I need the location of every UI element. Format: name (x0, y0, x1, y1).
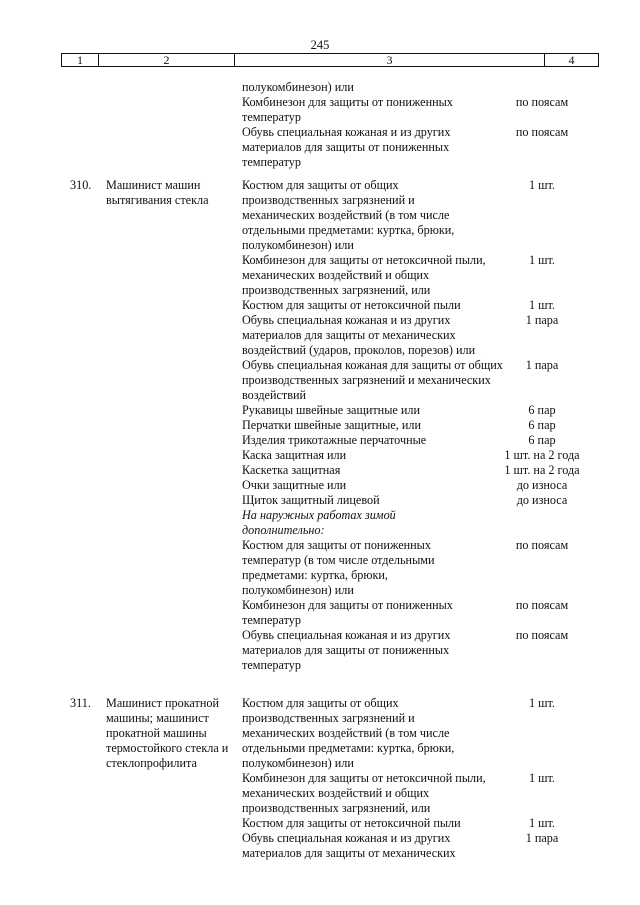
item-quantity: по поясам (515, 598, 569, 612)
item-quantity: 1 шт. (529, 696, 555, 710)
list-item (242, 80, 510, 95)
header-col-1: 1 (62, 54, 99, 66)
list-item (242, 125, 569, 170)
list-item (242, 358, 559, 403)
item-quantity: 1 шт. (529, 771, 555, 785)
list-item (242, 816, 555, 831)
item-description: Щиток защитный лицевой (242, 493, 380, 507)
item-description: Костюм для защиты от нетоксичной пыли (242, 816, 461, 830)
list-item (242, 95, 569, 125)
item-quantity: 1 шт. на 2 года (504, 463, 580, 477)
item-description: Комбинезон для защиты от нетоксичной пыли, механических воздействий и общих производственных загрязнений, или (242, 253, 486, 297)
item-description: Обувь специальная кожаная для защиты от общих производственных загрязнений и механических воздействий (242, 358, 503, 402)
section-note: На наружных работах зимой дополнительно: (242, 508, 396, 537)
profession-name: Машинист машин вытягивания стекла (106, 178, 209, 207)
list-item (242, 628, 569, 673)
item-quantity: 6 пар (528, 418, 556, 432)
header-col-4: 4 (568, 53, 575, 67)
item-quantity: по поясам (515, 628, 569, 642)
item-quantity: 6 пар (528, 403, 556, 417)
item-quantity: 1 шт. (529, 816, 555, 830)
list-item (242, 403, 556, 418)
list-item (242, 538, 569, 598)
profession-name: Машинист прокатной машины; машинист прокатной машины термостойкого стекла и стеклопрофилита (106, 696, 229, 770)
header-col-2: 2 (99, 54, 235, 66)
item-description: Каскетка защитная (242, 463, 341, 477)
list-item (242, 508, 510, 538)
ppe-items (242, 178, 580, 673)
item-description: Обувь специальная кожаная и из других материалов для защиты от пониженных температур (242, 125, 451, 169)
list-item (242, 696, 555, 771)
item-description: Комбинезон для защиты от пониженных температур (242, 95, 453, 124)
list-item (242, 313, 559, 358)
item-quantity: 1 шт. на 2 года (504, 448, 580, 462)
item-description: полукомбинезон) или (242, 80, 354, 94)
item-quantity: 1 пара (525, 358, 559, 372)
item-quantity: по поясам (515, 95, 569, 109)
list-item (242, 463, 580, 478)
list-item (242, 478, 568, 493)
page-number: 245 (310, 38, 330, 52)
item-description: Комбинезон для защиты от пониженных температур (242, 598, 453, 627)
item-description: Комбинезон для защиты от нетоксичной пыли, механических воздействий и общих производственных загрязнений, или (242, 771, 486, 815)
list-item (242, 771, 555, 816)
item-quantity: до износа (516, 478, 568, 492)
item-quantity: до износа (516, 493, 568, 507)
item-quantity: по поясам (515, 538, 569, 552)
item-description: Обувь специальная кожаная и из других материалов для защиты от пониженных температур (242, 628, 451, 672)
list-item (242, 433, 556, 448)
item-description: Костюм для защиты от пониженных температур (в том числе отдельными предметами: куртка, брюки, полукомбинезон) или (242, 538, 435, 597)
item-description: Обувь специальная кожаная и из других материалов для защиты от механических (242, 831, 456, 860)
item-description: Перчатки швейные защитные, или (242, 418, 422, 432)
item-quantity: 6 пар (528, 433, 556, 447)
item-description: Обувь специальная кожаная и из других материалов для защиты от механических воздействий (ударов, проколов, порезов) или (242, 313, 476, 357)
list-item (242, 298, 555, 313)
item-quantity: по поясам (515, 125, 569, 139)
item-quantity: 1 шт. (529, 178, 555, 192)
list-item (242, 598, 569, 628)
ppe-items (242, 696, 559, 861)
list-item (242, 418, 556, 433)
list-item (242, 178, 555, 253)
item-description: Рукавицы швейные защитные или (242, 403, 420, 417)
item-description: Каска защитная или (242, 448, 347, 462)
list-item (242, 831, 559, 861)
item-description: Костюм для защиты от общих производственных загрязнений и механических воздействий (в том числе отдельными предметами: куртка, брюки, полукомбинезон) или (242, 178, 455, 252)
continuation-items (242, 80, 569, 170)
table-header (61, 53, 599, 67)
item-quantity: 1 пара (525, 313, 559, 327)
header-col-3: 3 (235, 54, 545, 66)
item-description: Очки защитные или (242, 478, 347, 492)
item-quantity: 1 шт. (529, 298, 555, 312)
item-description: Костюм для защиты от нетоксичной пыли (242, 298, 461, 312)
item-description: Изделия трикотажные перчаточные (242, 433, 427, 447)
item-quantity: 1 шт. (529, 253, 555, 267)
item-quantity: 1 пара (525, 831, 559, 845)
item-description: Костюм для защиты от общих производственных загрязнений и механических воздействий (в том числе отдельными предметами: куртка, брюки, полукомбинезон) или (242, 696, 455, 770)
list-item (242, 493, 568, 508)
entry-number: 311. (70, 696, 91, 710)
list-item (242, 253, 555, 298)
list-item (242, 448, 580, 463)
entry-number: 310. (70, 178, 92, 192)
